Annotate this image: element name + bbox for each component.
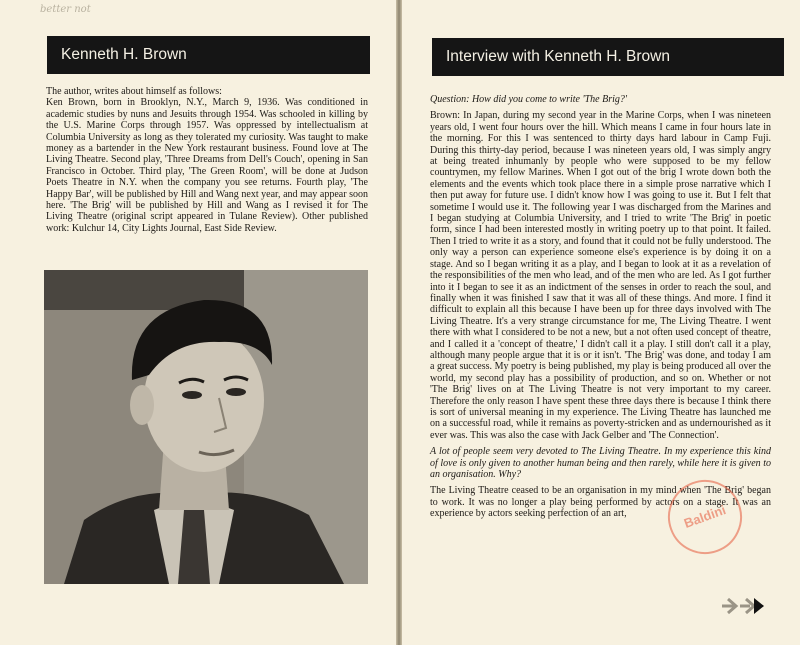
left-heading: Kenneth H. Brown (47, 36, 370, 74)
question-2: A lot of people seem very devoted to The Living Theatre. In my experience this kind of love is only given to another human being and then rarely, while here it is given to an organisation. Why? (430, 446, 771, 480)
question-1: Question: How did you come to write 'The Brig?' (430, 94, 628, 105)
interview-text (430, 94, 771, 525)
right-page (402, 0, 800, 645)
double-chevron-right-icon[interactable] (720, 595, 766, 617)
margin-note: better not (40, 4, 91, 15)
answer-2: The Living Theatre ceased to be an organisation in my mind when 'The Brig' began to work. It was no longer a play being performed by actors on a stage. It was an experience by actors seeking perfection of an art, (430, 485, 771, 520)
bio-text: Ken Brown, born in Brooklyn, N.Y., March 9, 1936. Was conditioned in academic studies by nuns and Jesuits through 1954. Was schooled in killing by the U.S. Marine Corps through 1957. Was oppressed by intellectualism at Columbia University as long as they tolerated my curiosity. Was taught to make money as a bartender in the New York restaurant business. Found love at The Living Theatre. Second play, 'Three Dreams from Dell's Couch', opening in San Francisco in October. Third play, 'The Green Room', will be done at Judson Poets Theatre in N.Y. when the company you see returns. Fourth play, 'The Happy Bar', will be published by Hill and Wang next year, and may appear soon here. 'The Brig' will be published by Hill and Wang as I revised it for The Living Theatre (original script appeared in Tulane Review). Other published work: Kulchur 14, City Lights Journal, East Side Review. (46, 97, 368, 234)
bio-intro: The author, writes about himself as follows: (46, 86, 222, 97)
library-stamp: Baldini (658, 470, 753, 565)
right-heading: Interview with Kenneth H. Brown (432, 38, 784, 76)
left-page (0, 0, 396, 645)
author-photo (44, 270, 368, 584)
bio-block (46, 86, 368, 239)
answer-1: Brown: In Japan, during my second year in the Marine Corps, when I was nineteen years old, I went four hours over the hill. Which means I came in four hours late in the morning. For this I was sentenced to thirty days hard labour in Camp Fuji. During this thirty-day period, because I was nineteen years old, I was simply angry at being treated inhumanly by people who were supposed to be my fellow countrymen, my fellow Marines. When I got out of the brig I wrote down both the elements and the events which took place there in a simple prose narrative which I then put away for future use. I didn't know how I was going to use it. But I felt that sometime I would use it. The following year I was discharged from the Marines and I began studying at Columbia University, and I tried to write 'The Brig' in poetic form, since I had been interested mostly in writing poetry up to that point. It failed. Then I tried to write it as a story, and found that it could not be fully understood. The only way a person can experience someone else's experience is by doing it on a stage. And so I began writing it as a play, and I began to look at it as a revelation of the responsibilities of the men who lead, and of the men who are led. As I got further into it I began to see it as an indictment of the senses in order to reach the soul, and finally when it was finished I saw that it was all of these things. And more. I find it difficult to explain all this because I have been up for three days involved with The Living Theatre. It's a very strange circumstance for me, The Living Theatre. I went there with what I considered to be not a new, but a not often used concept of theatre, and I called it a 'concept of theatre,' I didn't call it a play. I still don't call it a play, although many people argue that it is or it isn't. 'The Brig' was done, and today I am a great success. My poetry is being published, my play is being produced all over the world, my second play has a possibility of production, and so on. Whether or not 'The Brig' lives on at The Living Theatre is not very important to my career. Therefore the only reason I have spent these three days there is because I think there is sort of universal meaning in my experience. The Living Theatre has launched me on a successful road, while it remains as poverty-stricken and as undernourished as it ever was. This was also the case with Jack Gelber and 'The Connection'. (430, 110, 771, 441)
